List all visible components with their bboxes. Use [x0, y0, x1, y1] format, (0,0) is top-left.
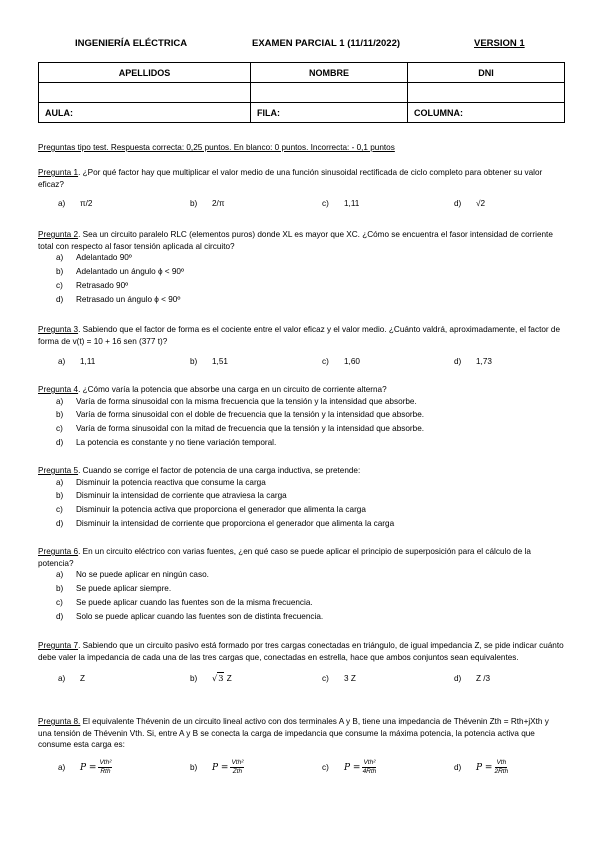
question-5-text: . Cuando se corrige el factor de potencia de una carga inductiva, se pretende: — [78, 466, 361, 475]
question-7 — [38, 640, 564, 687]
q6-option-a[interactable]: a) No se puede aplicar en ningún caso. — [56, 570, 209, 580]
question-1-title: Pregunta 1 — [38, 168, 79, 177]
columna-field[interactable]: COLUMNA: — [408, 103, 565, 123]
q4-option-c[interactable]: c) Varía de forma sinusoidal con la mitad de frecuencia que la tensión y la intensidad que absorbe. — [56, 424, 425, 434]
dni-header: DNI — [408, 63, 565, 83]
q8-option-c[interactable]: c) P = $\frac{\text{Vth²}}{\text{4Rth}}$ — [322, 758, 377, 776]
question-7-text: . Sabiendo que un circuito pasivo está formado por tres cargas conectadas en triángulo, de igual impedancia Z, se pide indicar cuánto debe valer la impedancia de cada una de las tres cargas que, conectadas en estrella, hace que ambos conjuntos sean equivalentes. — [38, 641, 564, 662]
q2-option-c[interactable]: c) Retrasado 90º — [56, 280, 129, 290]
q1-option-b[interactable]: b) 2/π — [190, 199, 225, 209]
aula-field[interactable]: AULA: — [39, 103, 251, 123]
q4-option-a[interactable]: a) Varía de forma sinusoidal con la misma frecuencia que la tensión y la intensidad que absorbe. — [56, 396, 417, 406]
q7-option-b[interactable]: b) √3 Z — [190, 673, 232, 684]
q1-option-d[interactable]: d) √2 — [454, 199, 486, 209]
question-4 — [38, 384, 564, 451]
question-2 — [38, 229, 564, 307]
exam-title: EXAMEN PARCIAL 1 (11/11/2022) — [252, 38, 401, 49]
q2-option-a[interactable]: a) Adelantado 90º — [56, 253, 132, 263]
question-6-text: . En un circuito eléctrico con varias fuentes, ¿en qué caso se puede aplicar el principio de superposición para el cálculo de la potencia? — [38, 547, 531, 568]
question-2-title: Pregunta 2 — [38, 230, 79, 239]
q4-option-b[interactable]: b) Varía de forma sinusoidal con el doble de frecuencia que la tensión y la intensidad que absorbe. — [56, 410, 425, 420]
question-8 — [38, 716, 564, 782]
q1-option-c[interactable]: c) 1,11 — [322, 199, 360, 209]
question-1 — [38, 167, 564, 212]
q2-option-b[interactable]: b) Adelantado un ángulo ϕ < 90º — [56, 267, 184, 277]
question-2-text: . Sea un circuito paralelo RLC (elementos puros) donde XL es mayor que XC. ¿Cómo se encuentra el fasor intensidad de corriente total con respecto al fasor tensión aplicada al circuito? — [38, 230, 553, 251]
q3-option-b[interactable]: b) 1,51 — [190, 357, 228, 367]
q2-option-d[interactable]: d) Retrasado un ángulo ϕ < 90º — [56, 294, 181, 304]
question-4-text: . ¿Cómo varía la potencia que absorbe una carga en un circuito de corriente alterna? — [78, 385, 387, 394]
q5-option-a[interactable]: a) Disminuir la potencia reactiva que consume la carga — [56, 477, 266, 487]
q7-option-c[interactable]: c) 3 Z — [322, 674, 356, 684]
student-id-table — [38, 62, 565, 123]
question-5-title: Pregunta 5 — [38, 466, 79, 475]
instructions: Preguntas tipo test. Respuesta correcta: 0,25 puntos. En blanco: 0 puntos. Incorrecta: - 0,1 puntos — [38, 143, 395, 152]
q7-option-a[interactable]: a) Z — [58, 674, 86, 684]
q3-option-a[interactable]: a) 1,11 — [58, 357, 96, 367]
nombre-header: NOMBRE — [251, 63, 408, 83]
q5-option-c[interactable]: c) Disminuir la potencia activa que proporciona el generador que alimenta la carga — [56, 505, 366, 515]
q8-option-d[interactable]: d) P = $\frac{\text{Vth}}{\text{2Rth}}$ — [454, 758, 509, 776]
question-3 — [38, 324, 564, 370]
q3-option-c[interactable]: c) 1,60 — [322, 357, 360, 367]
q8-option-a[interactable]: a) P = $\frac{\text{Vth²}}{\text{Rth}}$ — [58, 758, 112, 776]
question-7-title: Pregunta 7 — [38, 641, 79, 650]
q7-option-d[interactable]: d) Z /3 — [454, 674, 491, 684]
nombre-field[interactable] — [251, 83, 408, 103]
question-4-title: Pregunta 4 — [38, 385, 79, 394]
question-1-text: . ¿Por qué factor hay que multiplicar el valor medio de una función sinusoidal rectificada de ciclo completo para obtener su valor eficaz? — [38, 168, 543, 189]
q4-option-d[interactable]: d) La potencia es constante y no tiene variación temporal. — [56, 438, 277, 448]
question-6-title: Pregunta 6 — [38, 547, 79, 556]
q6-option-c[interactable]: c) Se puede aplicar cuando las fuentes son de la misma frecuencia. — [56, 597, 313, 607]
question-3-text: . Sabiendo que el factor de forma es el cociente entre el valor eficaz y el valor medio. ¿Cuánto valdrá, aproximadamente, el factor de forma de v(t) = 10 + 16 sen (377 t)? — [38, 325, 561, 346]
q6-option-d[interactable]: d) Solo se puede aplicar cuando las fuentes son de distinta frecuencia. — [56, 611, 324, 621]
q6-option-b[interactable]: b) Se puede aplicar siempre. — [56, 584, 172, 594]
q8-option-b[interactable]: b) P = $\frac{\text{Vth²}}{\text{Zth}}$ — [190, 758, 244, 776]
q5-option-b[interactable]: b) Disminuir la intensidad de corriente que atraviesa la carga — [56, 491, 287, 501]
question-8-text: El equivalente Thévenin de un circuito lineal activo con dos terminales A y B, tiene una impedancia de Thévenin Zth = Rth+jXth y una tensión de Thévenin Vth. Si, entre A y B se conecta la carga de impedancia que consume la máxima potencia, la potencia activa que consume esta carga es: — [38, 717, 549, 750]
q3-option-d[interactable]: d) 1,73 — [454, 357, 492, 367]
q1-option-a[interactable]: a) π/2 — [58, 199, 93, 209]
fila-field[interactable]: FILA: — [251, 103, 408, 123]
question-8-title: Pregunta 8. — [38, 717, 81, 726]
question-5 — [38, 465, 564, 532]
version-label: VERSION 1 — [474, 38, 525, 49]
apellidos-field[interactable] — [39, 83, 251, 103]
question-6 — [38, 546, 564, 624]
question-3-title: Pregunta 3 — [38, 325, 79, 334]
q5-option-d[interactable]: d) Disminuir la intensidad de corriente que proporciona el generador que alimenta la carga — [56, 519, 395, 529]
dni-field[interactable] — [408, 83, 565, 103]
apellidos-header: APELLIDOS — [39, 63, 251, 83]
subject-title: INGENIERÍA ELÉCTRICA — [75, 38, 188, 49]
